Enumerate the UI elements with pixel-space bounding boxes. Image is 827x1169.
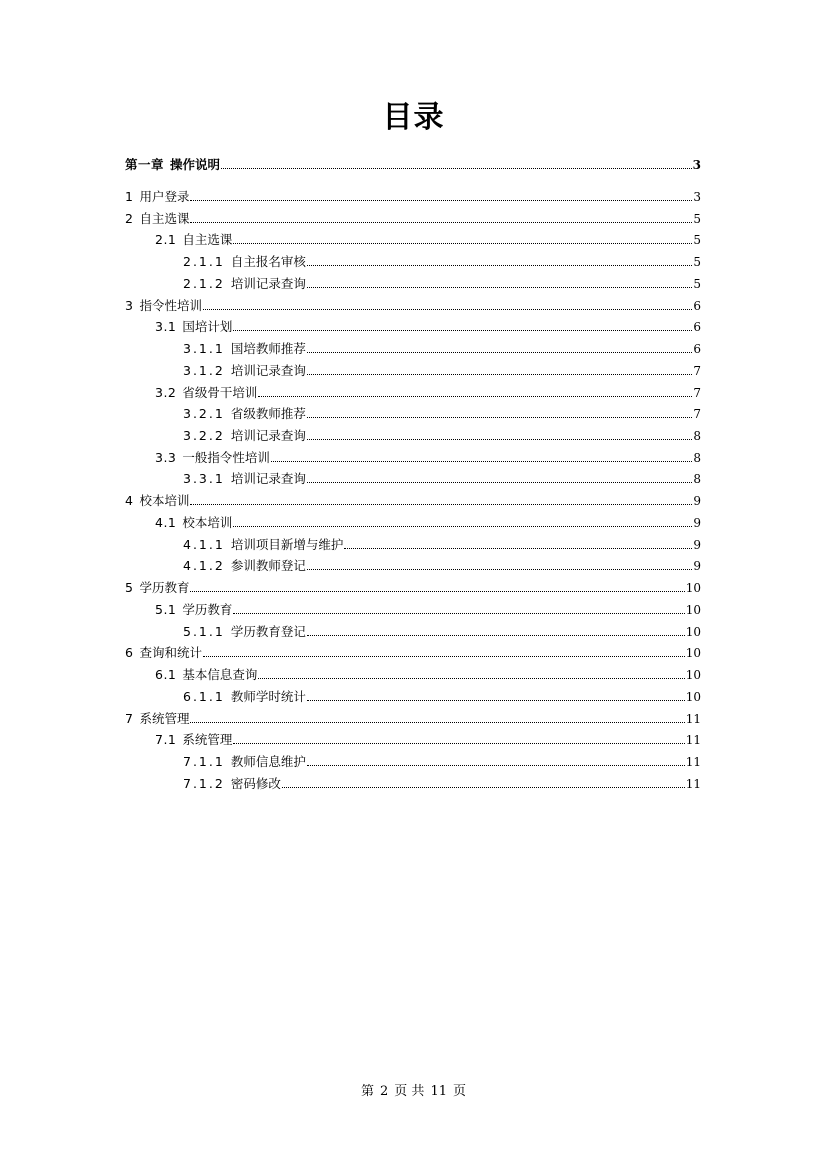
toc-dot-leader: [233, 613, 684, 614]
toc-dot-leader: [190, 504, 692, 505]
toc-entry[interactable]: [125, 707, 701, 727]
toc-entry[interactable]: [125, 620, 701, 640]
toc-entry-page: 6: [693, 298, 701, 313]
toc-entry-number: 3.1.2: [183, 362, 225, 378]
toc-entry-label: [125, 189, 189, 205]
toc-entry[interactable]: [125, 576, 701, 596]
toc-dot-leader: [307, 765, 685, 766]
toc-entry-number: 7.1.1: [183, 753, 225, 769]
toc-entry-page: 6: [693, 342, 701, 357]
toc-entry-text: 教师学时统计: [230, 688, 306, 704]
page-title: 目录: [382, 100, 445, 135]
footer-middle: 页 共: [394, 1084, 425, 1099]
toc-entry-page: 7: [693, 385, 701, 400]
toc-entry-number: 2.1: [155, 232, 177, 248]
toc-dot-leader: [221, 168, 692, 169]
toc-entry-text: 参训教师登记: [230, 558, 306, 574]
toc-entry[interactable]: [125, 228, 701, 248]
toc-entry-number: 3.2: [155, 384, 177, 400]
toc-entry-label: [155, 385, 257, 401]
toc-entry-label: [183, 776, 281, 792]
toc-entry-number: 3.3: [155, 449, 177, 465]
toc-entry-number: 2.1.1: [183, 254, 225, 270]
toc-entry-text: 一般指令性培训: [182, 449, 270, 465]
page-footer: [0, 1083, 827, 1101]
toc-entry-label: [183, 624, 306, 640]
toc-entry-number: 4: [125, 493, 134, 509]
toc-entry-number: 1: [125, 189, 134, 204]
toc-entry-label: [155, 667, 257, 683]
toc-dot-leader: [307, 569, 693, 570]
toc-entry[interactable]: [125, 250, 701, 270]
toc-dot-leader: [233, 243, 692, 244]
toc-entry-text: 自主报名审核: [230, 254, 306, 270]
toc-entry-page: 3: [692, 158, 701, 172]
toc-dot-leader: [307, 482, 693, 483]
footer-total-pages: 11: [430, 1084, 447, 1099]
toc-dot-leader: [307, 287, 693, 288]
toc-entry-page: 5: [693, 211, 701, 226]
toc-dot-leader: [307, 439, 693, 440]
toc-dot-leader: [307, 700, 685, 701]
toc-entry-number: 3.3.1: [183, 471, 225, 487]
toc-entry-text: 操作说明: [170, 157, 221, 172]
toc-entry-number: 5.1.1: [183, 623, 225, 639]
toc-entry-page: 11: [685, 733, 701, 748]
toc-entry-text: 指令性培训: [139, 297, 202, 313]
toc-dot-leader: [190, 200, 692, 201]
toc-entry[interactable]: [125, 598, 701, 618]
toc-dot-leader: [307, 374, 693, 375]
toc-entry-page: 11: [685, 776, 701, 791]
toc-entry-number: 3.2.1: [183, 406, 225, 422]
toc-entry[interactable]: [125, 663, 701, 683]
toc-entry[interactable]: [125, 185, 701, 205]
toc-entry-number: 3.1.1: [183, 341, 225, 357]
toc-entry-number: 4.1.1: [183, 536, 225, 552]
toc-entry[interactable]: [125, 272, 701, 292]
toc-entry-label: [183, 558, 306, 574]
toc-entry-page: 5: [693, 233, 701, 248]
toc-entry-page: 8: [693, 472, 701, 487]
toc-entry-text: 查询和统计: [139, 645, 202, 661]
toc-entry-label: [183, 406, 306, 422]
toc-entry-number: 2.1.2: [183, 275, 225, 291]
toc-entry-page: 11: [685, 754, 701, 769]
toc-entry-number: 3.1: [155, 319, 177, 335]
toc-entry[interactable]: [125, 337, 701, 357]
toc-entry-text: 省级教师推荐: [230, 406, 306, 422]
toc-entry-text: 学历教育登记: [230, 623, 306, 639]
toc-entry-page: 9: [693, 559, 701, 574]
toc-entry-text: 国培计划: [182, 319, 233, 335]
toc-entry[interactable]: [125, 207, 701, 227]
toc-dot-leader: [282, 787, 685, 788]
toc-entry-number: 4.1: [155, 514, 177, 530]
toc-entry-number: 4.1.2: [183, 558, 225, 574]
toc-entry-text: 培训记录查询: [230, 362, 306, 378]
toc-entry-label: [125, 493, 189, 509]
toc-entry-page: 10: [685, 689, 701, 704]
toc-entry[interactable]: [125, 772, 701, 792]
toc-dot-leader: [233, 330, 692, 331]
toc-entry-number: 6: [125, 645, 134, 661]
toc-entry-text: 培训记录查询: [230, 428, 306, 444]
toc-dot-leader: [233, 526, 692, 527]
toc-entry-text: 国培教师推荐: [230, 341, 306, 357]
toc-entry[interactable]: [125, 554, 701, 574]
toc-entry-page: 5: [693, 276, 701, 291]
toc-entry-number: 2: [125, 210, 134, 226]
toc-entry-text: 基本信息查询: [182, 667, 258, 683]
toc-entry-text: 学历教育: [182, 601, 233, 617]
toc-entry-page: 7: [693, 363, 701, 378]
toc-entry-page: 11: [685, 711, 701, 726]
toc-entry-page: 10: [685, 668, 701, 683]
footer-suffix: 页: [452, 1084, 466, 1099]
toc-entry-text: 培训记录查询: [230, 471, 306, 487]
toc-dot-leader: [258, 678, 684, 679]
toc-entry-label: [183, 276, 306, 292]
toc-dot-leader: [233, 743, 684, 744]
toc-entry[interactable]: [125, 685, 701, 705]
toc-entry[interactable]: [125, 641, 701, 661]
toc-entry[interactable]: [125, 424, 701, 444]
toc-entry-page: 3: [693, 190, 701, 204]
toc-entry-page: 9: [693, 515, 701, 530]
toc-entry-page: 10: [685, 581, 701, 596]
toc-entry-page: 10: [685, 602, 701, 617]
toc-entry[interactable]: [125, 315, 701, 335]
toc-dot-leader: [203, 656, 685, 657]
toc-entry-label: [183, 537, 343, 553]
toc-entry-page: 5: [693, 255, 701, 270]
toc-dot-leader: [271, 461, 692, 462]
toc-dot-leader: [307, 635, 685, 636]
toc-entry-label: [125, 157, 220, 173]
toc-entry-page: 9: [693, 494, 701, 509]
toc-dot-leader: [190, 591, 684, 592]
toc-entry-label: [155, 232, 232, 248]
toc-entry[interactable]: [125, 153, 701, 173]
toc-entry-label: [155, 602, 232, 618]
toc-entry[interactable]: [125, 381, 701, 401]
toc-entry-label: [155, 732, 232, 748]
toc-entry-text: 培训记录查询: [230, 275, 306, 291]
toc-entry-label: [183, 428, 306, 444]
toc-entry-page: 8: [693, 450, 701, 465]
toc-entry-label: [125, 645, 202, 661]
toc-entry[interactable]: [125, 511, 701, 531]
toc-entry-number: 5.1: [155, 601, 177, 617]
toc-entry-text: 自主选课: [139, 210, 190, 226]
toc-entry-text: 省级骨干培训: [182, 384, 258, 400]
toc-entry-page: 10: [685, 624, 701, 639]
toc-entry-text: 校本培训: [139, 493, 190, 509]
toc-entry-text: 学历教育: [139, 580, 190, 596]
toc-entry-text: 系统管理: [139, 710, 190, 726]
toc-entry-label: [125, 580, 189, 596]
toc-entry-label: [183, 254, 306, 270]
toc-entry[interactable]: [125, 489, 701, 509]
toc-entry-label: [155, 450, 270, 466]
toc-dot-leader: [344, 548, 692, 549]
toc-entry-label: [125, 298, 202, 314]
footer-prefix: 第: [361, 1084, 375, 1099]
toc-entry-number: 3: [125, 297, 134, 313]
toc-entry[interactable]: [125, 359, 701, 379]
toc-entry[interactable]: [125, 533, 701, 553]
toc-entry[interactable]: [125, 294, 701, 314]
toc-dot-leader: [190, 722, 684, 723]
toc-entry-label: [125, 711, 189, 727]
toc-entry[interactable]: [125, 402, 701, 422]
toc-entry-page: 8: [693, 429, 701, 444]
toc-entry-text: 密码修改: [230, 775, 281, 791]
toc-entry-page: 7: [693, 407, 701, 422]
toc-entry-label: [125, 211, 189, 227]
toc-dot-leader: [307, 352, 693, 353]
toc-entry-number: 7.1.2: [183, 775, 225, 791]
footer-current-page: 2: [380, 1084, 389, 1099]
toc-entry-page: 6: [693, 320, 701, 335]
toc-entry-text: 校本培训: [182, 514, 233, 530]
toc-dot-leader: [307, 417, 693, 418]
toc-entry-number: 7.1: [155, 732, 177, 748]
toc-entry-number: 5: [125, 580, 134, 596]
toc-entry-label: [155, 319, 232, 335]
toc-entry-number: 3.2.2: [183, 428, 225, 444]
toc-entry-label: [183, 363, 306, 379]
toc-entry-label: [183, 341, 306, 357]
toc-entry-label: [155, 515, 232, 531]
toc-entry-text: 用户登录: [139, 189, 190, 204]
toc-entry-label: [183, 471, 306, 487]
toc-entry[interactable]: [125, 446, 701, 466]
toc-entry-number: 6.1.1: [183, 688, 225, 704]
toc-entry[interactable]: [125, 750, 701, 770]
toc-entry-number: 第一章: [125, 157, 165, 172]
toc-entry-label: [183, 754, 306, 770]
toc-dot-leader: [258, 396, 692, 397]
toc-dot-leader: [203, 309, 692, 310]
toc-entry-text: 培训项目新增与维护: [230, 536, 344, 552]
toc-entry-label: [183, 689, 306, 705]
toc-entry[interactable]: [125, 728, 701, 748]
toc-entry-text: 自主选课: [182, 232, 233, 248]
toc-entry-number: 7: [125, 710, 134, 726]
toc-entry[interactable]: [125, 467, 701, 487]
toc-entry-text: 系统管理: [182, 732, 233, 748]
toc-entry-page: 10: [685, 646, 701, 661]
toc-entry-page: 9: [693, 537, 701, 552]
toc-dot-leader: [307, 265, 693, 266]
toc-entry-number: 6.1: [155, 667, 177, 683]
toc-entry-text: 教师信息维护: [230, 753, 306, 769]
toc-dot-leader: [190, 222, 692, 223]
